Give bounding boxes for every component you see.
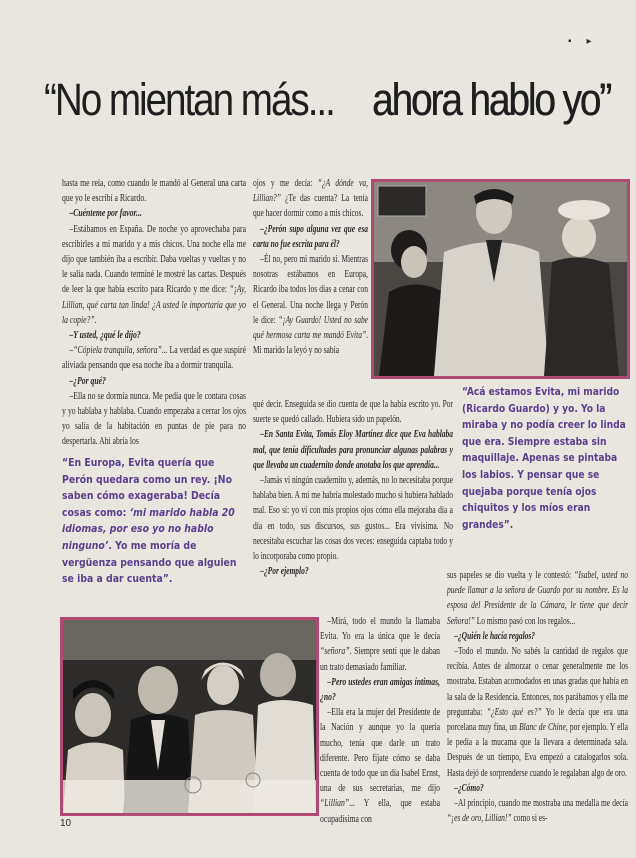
- text: qué decir. Enseguida se dio cuenta de que la había escrito yo. Por suerte se quedó callado. Hubiera sido un papelón.: [253, 399, 453, 426]
- text: –Pero ustedes eran amigas íntimas, ¿no?: [320, 676, 440, 704]
- interview-question: [62, 206, 246, 221]
- page-title: [44, 70, 610, 130]
- pull-quote-text: [462, 384, 630, 533]
- text: –Jamás vi ningún cuadernito y, además, no lo necesitaba porque hablaba bien. A mí me habría molestado mucho si hubiera hablado mal. Eso sí: yo vi con mis propios ojos cómo ella mejoraba día a día en todo, sus discursos, sus gustos... Era vivísima. No necesitaba escuchar las cosas dos veces: enseguida captaba todo y lo incorporaba como propio.: [253, 475, 453, 563]
- text: –¿Perón supo alguna vez que esa carta no fue escrita para él?: [253, 223, 368, 250]
- text: –Estábamos en España. De noche yo aprovechaba para escribirles a mi marido y a mis chicos. Una noche ella me dijo que también iba a escribir. Daba vueltas y vueltas y no le salía nada. Cuando terminé le mostré las cartas. Después de leer la que había escrito para Ricardo y me dice:: [62, 223, 246, 296]
- text: –Ella era la mujer del Presidente de la Nación y aunque yo la quería mucho, tenía que darle un trato diferente. Pero fijate cómo se daba cuenta de todo que un día Isabel Ernst, una de sus secretarias, me dijo: [320, 707, 440, 795]
- italic-text: “Lillian”: [320, 798, 350, 810]
- photo-image: [63, 620, 316, 813]
- column-text: [62, 176, 246, 450]
- column-text: [253, 397, 453, 579]
- print-specks: ▪ ▸: [568, 36, 592, 47]
- article-column-3: [320, 614, 440, 827]
- article-column-4: [447, 568, 628, 826]
- italic-text: “¿Esto qué es?”: [486, 706, 542, 718]
- text: hasta me reía, como cuando le mandó al General una carta que yo le escribí a Ricardo.: [62, 178, 246, 205]
- interview-question: [253, 427, 453, 473]
- italic-text: Blanc de Chine: [519, 722, 566, 734]
- text: –¿Por ejemplo?: [260, 566, 309, 578]
- interview-answer: [253, 176, 368, 222]
- column-text: [447, 568, 628, 826]
- article-column-2-top: [253, 176, 368, 358]
- text: –Ella no se dormía nunca. Me pedía que le contara cosas y yo hablaba y hablaba. Cuando empezaba a cerrar los ojos yo salía de la habitación en puntas de pie para no despertarla. Ahí abría los: [62, 390, 246, 448]
- text: –Cuénteme por favor...: [69, 208, 142, 220]
- text: sus papeles se dio vuelta y le contestó:: [447, 570, 575, 581]
- photo-evita-guardo-couple: [371, 179, 630, 379]
- text: “Acá estamos Evita, mi marido (Ricardo Guardo) y yo. Yo la miraba y no podía creer lo linda que era. Siempre estaba sin maquillaje. Apenas se pintaba los labios. Y pensar que se quejaba porque tenía ojos chiquitos y los míos eran grandes”.: [462, 386, 626, 531]
- italic-text: –“Cópiela tranquila, señora”: [69, 345, 162, 357]
- interview-question: [447, 629, 628, 644]
- interview-question: [447, 781, 628, 796]
- text: ojos y me decía:: [253, 178, 318, 189]
- text: “En Europa, Evita quería que Perón quedara como un rey. ¡No saben cómo exageraba! Decía cosas como:: [62, 457, 232, 519]
- text: , por ejemplo. Y ella le pedía a la mucama que la llevara a determinada sala. Después de un tiempo, Eva empezó a catalogarlos sola. Hasta dejó de sorprenderse cuando le regalaban algo de oro.: [447, 722, 629, 779]
- interview-answer: [62, 389, 246, 450]
- text: ¿Te das cuenta? La tenía que hacer dormir como a mis chicos.: [253, 193, 368, 220]
- interview-answer: [320, 705, 440, 827]
- text: –Y usted, ¿qué le dijo?: [69, 330, 141, 342]
- text: . Yo me moría de vergüenza pensando que alguien se iba a dar cuenta”.: [62, 539, 237, 586]
- column-text: [320, 614, 440, 827]
- article-column-1: [62, 176, 246, 450]
- text: como si es-: [511, 813, 548, 825]
- interview-question: [253, 222, 368, 252]
- text: –¿Cómo?: [454, 782, 484, 794]
- italic-text: “¿A dónde va, Lillian?”: [253, 178, 368, 205]
- text: –Mirá, todo el mundo la llamaba Evita. Yo era la única que le decía: [320, 616, 440, 643]
- photo-image: [374, 182, 627, 376]
- article-column-2-bottom: [253, 397, 453, 579]
- italic-text: “Isabel, usted no puede llamar a la señora de Guardo por su nombre. Es la esposa del Presidente de la Cámara, le tiene que decir Señora!”: [447, 570, 629, 627]
- text: ... Y ella, que estaba ocupadísima con: [320, 798, 440, 825]
- interview-answer: [447, 644, 628, 781]
- interview-answer: [320, 614, 440, 675]
- italic-text: “¡Ay, Lillian, qué carta tan linda! ¿A usted le importaría que yo la copie?”: [62, 284, 246, 326]
- italic-text: “¡es de oro, Lillian!”: [447, 813, 512, 825]
- text: –Él no, pero mi marido sí. Mientras nosotras estábamos en Europa, Ricardo iba todos los días a cenar con el General. Una noche llega y Perón le dice:: [253, 254, 368, 326]
- interview-answer: [62, 343, 246, 373]
- title-bold: ahora hablo yo”: [372, 74, 610, 125]
- interview-answer: [447, 796, 628, 826]
- interview-answer: [447, 568, 628, 629]
- text: –Al principio, cuando me mostraba una medalla me decía: [454, 798, 628, 810]
- photo-dinner-table: [60, 617, 319, 816]
- page-number: 10: [60, 818, 72, 829]
- pull-quote-left: [62, 455, 248, 588]
- text: ... La verdad es que suspiré aliviada pensando que esa noche iba a dormir tranquila.: [62, 345, 246, 372]
- title-light: “No mientan más...: [44, 74, 334, 125]
- text: Yo le decía que era una porcelana muy fina, un: [447, 706, 628, 734]
- italic-text: ‘mi marido habla 20 idiomas, por eso yo no hablo ninguno’: [62, 506, 235, 552]
- pull-quote-right: [462, 384, 630, 533]
- italic-text: “¡Ay Guardo! Usted no sabe qué hermosa carta me mandó Evita”: [253, 314, 369, 342]
- text: . Siempre sentí que le daban un trato demasiado familiar.: [320, 646, 440, 673]
- text: –Todo el mundo. No sabés la cantidad de regalos que recibía. Antes de almorzar o cenar generalmente me los mostraba. Estaban acomodados en unas gradas que había en la sala de la Residencia. Entonces, nos parábamos y ella me preguntaba:: [447, 646, 628, 718]
- text: –¿Quién le hacía regalos?: [454, 630, 536, 642]
- text: Lo mismo pasó con los regalos...: [474, 615, 576, 627]
- column-text: [253, 176, 368, 358]
- text: .: [94, 314, 97, 326]
- interview-answer: [62, 176, 246, 206]
- interview-answer: [253, 397, 453, 427]
- interview-answer: [62, 222, 246, 328]
- interview-question: [320, 675, 440, 705]
- italic-text: “señora”: [320, 646, 350, 658]
- pull-quote-text: [62, 455, 248, 588]
- interview-question: [62, 328, 246, 343]
- interview-answer: [253, 252, 368, 358]
- text: . Mi marido la leyó y no sabía: [253, 330, 368, 357]
- text: –¿Por qué?: [69, 375, 106, 387]
- interview-question: [62, 374, 246, 389]
- interview-answer: [253, 473, 453, 564]
- interview-question: [253, 564, 453, 579]
- text: –En Santa Evita, Tomás Eloy Martínez dice que Eva hablaba mal, que tenía dificultades para pronunciar algunas palabras y que llevaba un cuadernito donde anotaba los que aprendía...: [253, 429, 453, 471]
